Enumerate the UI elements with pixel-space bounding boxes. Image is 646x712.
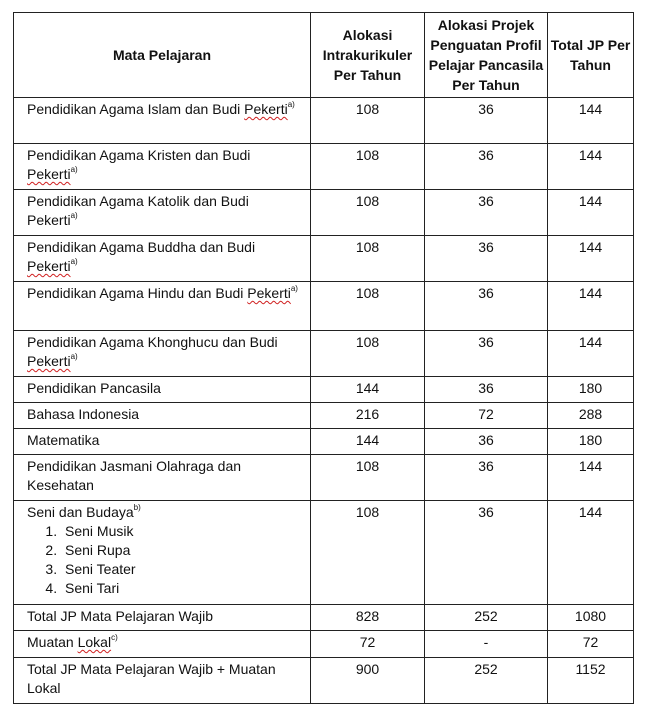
intra-cell: 144 <box>311 377 425 403</box>
header-total: Total JP Per Tahun <box>548 13 634 98</box>
list-item: 4. Seni Tari <box>61 579 302 598</box>
total-cell: 144 <box>548 455 634 501</box>
arts-list <box>27 522 302 598</box>
subject-cell: Matematika <box>14 429 311 455</box>
subject-cell: Pendidikan Agama Katolik dan Budi Pekerti$^{a)}$ <box>14 190 311 236</box>
intra-cell: 108 <box>311 455 425 501</box>
subject-cell: Seni dan Budaya$^{b)}$ 1. Seni Musik 2. Seni Rupa 3. Seni Teater 4. Seni Tari <box>14 501 311 605</box>
table-row <box>14 455 634 501</box>
total-cell: 144 <box>548 501 634 605</box>
footnote-mark: a) <box>290 284 298 294</box>
intra-cell: 828 <box>311 605 425 631</box>
subject-word: Pekerti <box>27 212 71 228</box>
footnote-mark: a) <box>70 257 78 267</box>
table-row <box>14 190 634 236</box>
p5-cell: 36 <box>425 501 548 605</box>
subject-cell: Pendidikan Pancasila <box>14 377 311 403</box>
total-cell: 144 <box>548 282 634 331</box>
intra-cell: 144 <box>311 429 425 455</box>
total-cell: 144 <box>548 331 634 377</box>
total-cell: 72 <box>548 631 634 658</box>
total-cell: 144 <box>548 190 634 236</box>
subject-cell: Muatan Lokal$^{c)}$ <box>14 631 311 658</box>
header-subject: Mata Pelajaran <box>14 13 311 98</box>
table-row <box>14 98 634 144</box>
list-item: 1. Seni Musik <box>61 522 302 541</box>
footnote-mark: a) <box>70 211 78 221</box>
p5-cell: 36 <box>425 377 548 403</box>
table-row <box>14 605 634 631</box>
header-intra: Alokasi Intrakurikuler Per Tahun <box>311 13 425 98</box>
intra-cell: 72 <box>311 631 425 658</box>
footnote-mark: a) <box>70 165 78 175</box>
table-row <box>14 236 634 282</box>
intra-cell: 108 <box>311 501 425 605</box>
squiggle-word: Pekerti <box>27 353 71 369</box>
table-row <box>14 282 634 331</box>
squiggle-word: Pekerti <box>27 258 71 274</box>
p5-cell: 72 <box>425 403 548 429</box>
total-cell: 1152 <box>548 658 634 704</box>
table-row <box>14 631 634 658</box>
intra-cell: 108 <box>311 282 425 331</box>
p5-cell: 36 <box>425 98 548 144</box>
subject-cell: Pendidikan Agama Kristen dan Budi Pekerti$^{a)}$ <box>14 144 311 190</box>
footnote-mark: b) <box>133 503 141 513</box>
subject-cell: Total JP Mata Pelajaran Wajib <box>14 605 311 631</box>
subject-cell: Pendidikan Agama Hindu dan Budi Pekerti$^{a)}$ <box>14 282 311 331</box>
p5-cell: 36 <box>425 144 548 190</box>
total-cell: 1080 <box>548 605 634 631</box>
p5-cell: 252 <box>425 605 548 631</box>
total-cell: 180 <box>548 377 634 403</box>
subject-cell: Pendidikan Agama Khonghucu dan Budi Pekerti$^{a)}$ <box>14 331 311 377</box>
list-item: 2. Seni Rupa <box>61 541 302 560</box>
curriculum-table <box>13 12 634 704</box>
table-row <box>14 331 634 377</box>
header-p5: Alokasi Projek Penguatan Profil Pelajar Pancasila Per Tahun <box>425 13 548 98</box>
total-cell: 144 <box>548 144 634 190</box>
table-row <box>14 144 634 190</box>
total-cell: 144 <box>548 98 634 144</box>
p5-cell: - <box>425 631 548 658</box>
total-cell: 144 <box>548 236 634 282</box>
footnote-mark: c) <box>111 633 118 643</box>
intra-cell: 108 <box>311 236 425 282</box>
list-item: 3. Seni Teater <box>61 560 302 579</box>
intra-cell: 108 <box>311 331 425 377</box>
subject-cell: Pendidikan Agama Islam dan Budi Pekerti$^{a)}$ <box>14 98 311 144</box>
intra-cell: 108 <box>311 190 425 236</box>
intra-cell: 108 <box>311 144 425 190</box>
squiggle-word: Pekerti <box>244 101 288 117</box>
total-cell: 288 <box>548 403 634 429</box>
p5-cell: 36 <box>425 236 548 282</box>
header-row <box>14 13 634 98</box>
squiggle-word: Lokal <box>77 634 112 650</box>
intra-cell: 216 <box>311 403 425 429</box>
p5-cell: 36 <box>425 331 548 377</box>
squiggle-word: Pekerti <box>27 166 71 182</box>
table-row <box>14 377 634 403</box>
p5-cell: 36 <box>425 455 548 501</box>
table-row <box>14 501 634 605</box>
footnote-mark: a) <box>287 100 295 110</box>
p5-cell: 36 <box>425 190 548 236</box>
squiggle-word: Pekerti <box>247 285 291 301</box>
subject-cell: Bahasa Indonesia <box>14 403 311 429</box>
p5-cell: 36 <box>425 282 548 331</box>
table-row <box>14 403 634 429</box>
table-row <box>14 429 634 455</box>
total-cell: 180 <box>548 429 634 455</box>
intra-cell: 900 <box>311 658 425 704</box>
p5-cell: 252 <box>425 658 548 704</box>
subject-cell: Pendidikan Jasmani Olahraga dan Kesehatan <box>14 455 311 501</box>
p5-cell: 36 <box>425 429 548 455</box>
footnote-mark: a) <box>70 352 78 362</box>
subject-cell: Total JP Mata Pelajaran Wajib + Muatan Lokal <box>14 658 311 704</box>
intra-cell: 108 <box>311 98 425 144</box>
table-row <box>14 658 634 704</box>
subject-cell: Pendidikan Agama Buddha dan Budi Pekerti$^{a)}$ <box>14 236 311 282</box>
